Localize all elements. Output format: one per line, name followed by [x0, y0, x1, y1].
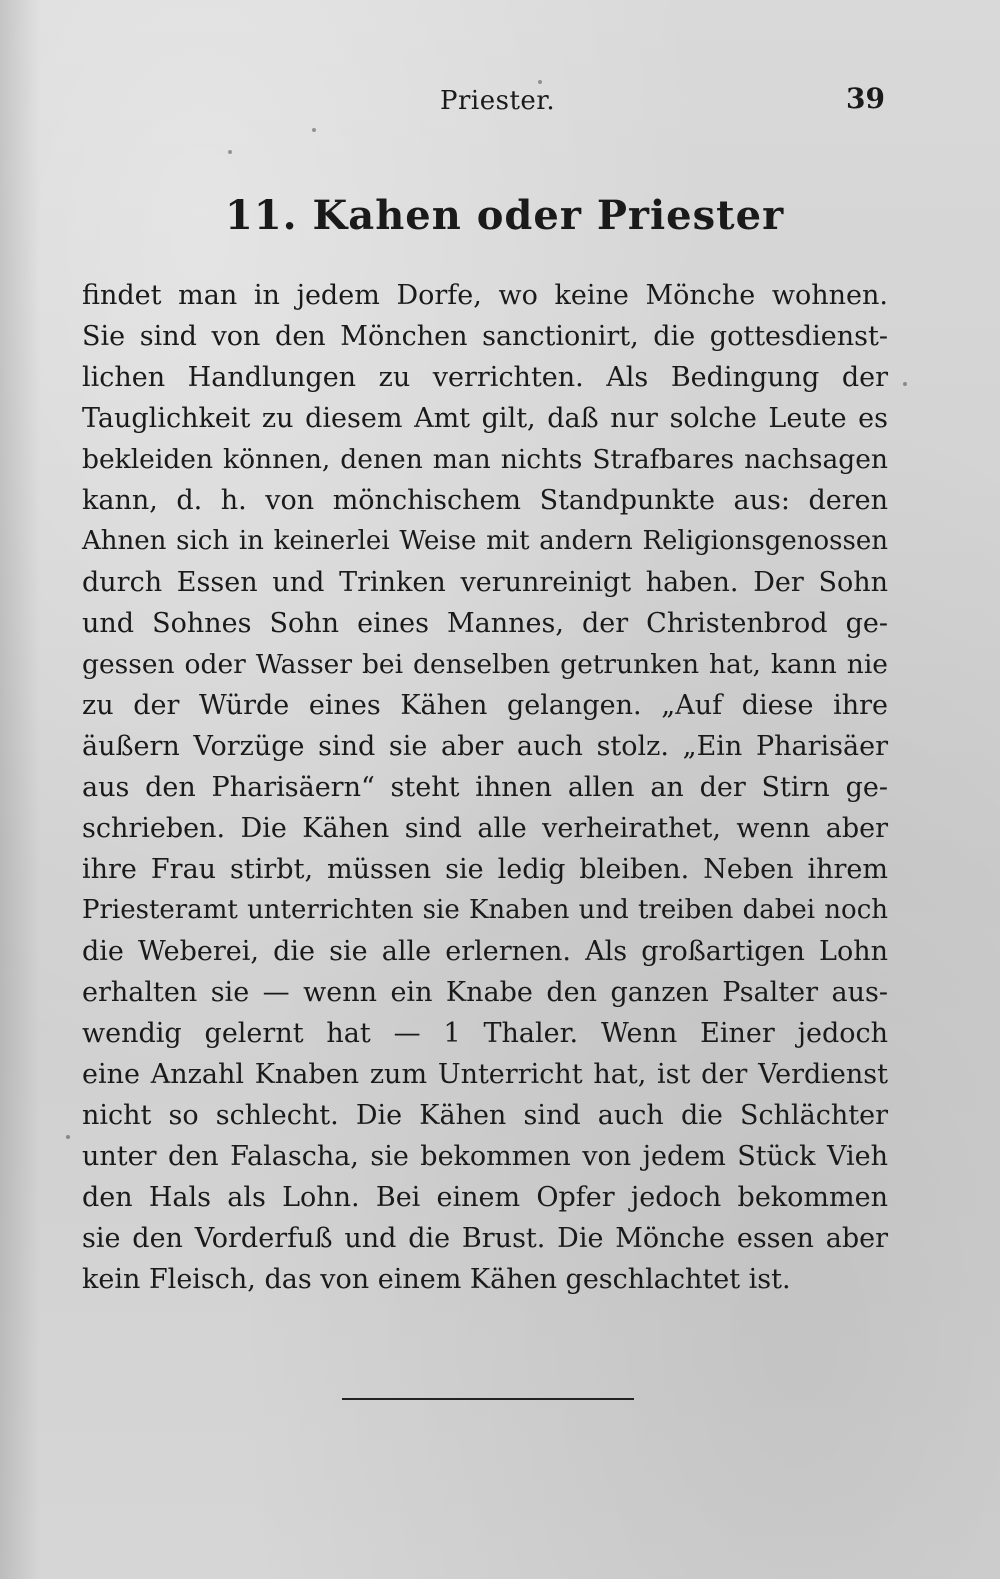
text-line: äußern Vorzüge sind sie aber auch stolz. „Ein Pharisäer — [82, 731, 888, 762]
paper-speck — [903, 382, 907, 386]
text-line: ihre Frau stirbt, müssen sie ledig bleiben. Neben ihrem — [82, 854, 888, 885]
page-binding-shadow — [0, 0, 40, 1579]
text-line: sie den Vorderfuß und die Brust. Die Mönche essen aber — [82, 1223, 888, 1254]
text-line: aus den Pharisäern“ steht ihnen allen an der Stirn ge- — [82, 772, 888, 803]
body-text — [82, 275, 888, 1300]
text-line: erhalten sie — wenn ein Knabe den ganzen Psalter aus- — [82, 977, 888, 1008]
text-line: zu der Würde eines Kähen gelangen. „Auf diese ihre — [82, 690, 888, 721]
text-line: eine Anzahl Knaben zum Unterricht hat, ist der Verdienst — [82, 1059, 888, 1090]
text-line: Sie sind von den Mönchen sanctionirt, die gottesdienst- — [82, 321, 888, 352]
text-line: gessen oder Wasser bei denselben getrunken hat, kann nie — [82, 649, 888, 680]
paper-speck — [538, 80, 542, 84]
text-line: schrieben. Die Kähen sind alle verheirathet, wenn aber — [82, 813, 888, 844]
text-line: die Weberei, die sie alle erlernen. Als großartigen Lohn — [82, 936, 888, 967]
text-line: durch Essen und Trinken verunreinigt haben. Der Sohn — [82, 567, 888, 598]
text-line: und Sohnes Sohn eines Mannes, der Christenbrod ge- — [82, 608, 888, 639]
text-line: kein Fleisch, das von einem Kähen geschlachtet ist. — [82, 1264, 791, 1295]
text-line: Ahnen sich in keinerlei Weise mit andern Religionsgenossen — [82, 526, 888, 556]
text-line: Priesteramt unterrichten sie Knaben und treiben dabei noch — [82, 895, 888, 925]
text-line: findet man in jedem Dorfe, wo keine Mönche wohnen. — [82, 280, 888, 311]
text-line: den Hals als Lohn. Bei einem Opfer jedoch bekommen — [82, 1182, 888, 1213]
text-line: Tauglichkeit zu diesem Amt gilt, daß nur solche Leute es — [82, 403, 888, 434]
text-line: nicht so schlecht. Die Kähen sind auch die Schlächter — [82, 1100, 888, 1131]
paper-speck — [228, 150, 232, 154]
running-title: Priester. — [440, 86, 556, 116]
paper-speck — [66, 1135, 70, 1139]
section-heading: 11. Kahen oder Priester — [225, 192, 785, 239]
text-line: wendig gelernt hat — 1 Thaler. Wenn Einer jedoch — [82, 1018, 888, 1049]
page-number: 39 — [846, 82, 885, 115]
text-line: unter den Falascha, sie bekommen von jedem Stück Vieh — [82, 1141, 888, 1172]
paper-speck — [312, 128, 316, 132]
text-line: lichen Handlungen zu verrichten. Als Bedingung der — [82, 362, 888, 393]
text-line: bekleiden können, denen man nichts Strafbares nachsagen — [82, 444, 888, 475]
section-rule — [342, 1398, 634, 1400]
text-line: kann, d. h. von mönchischem Standpunkte aus: deren — [82, 485, 888, 516]
